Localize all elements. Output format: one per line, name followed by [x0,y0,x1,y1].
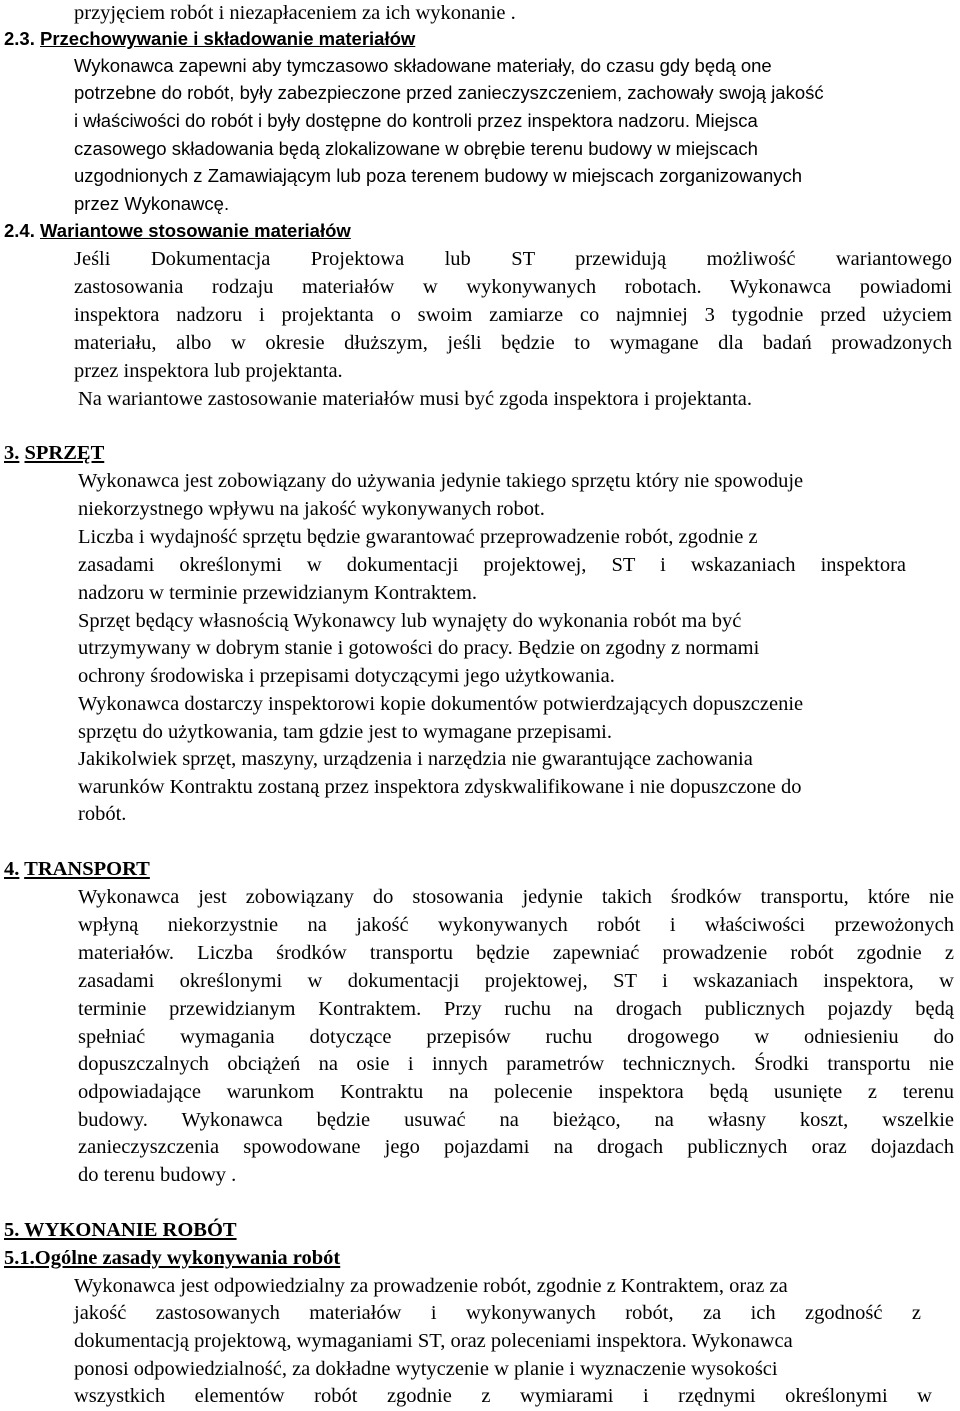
paragraph-line: inspektora nadzoru i projektanta o swoim zamiarze co najmniej 3 tygodnie przed użyciem [74,304,952,326]
paragraph-line: Wykonawca jest zobowiązany do używania jedynie takiego sprzętu który nie spowoduje [78,470,804,492]
subsection-5-1-heading [4,1245,340,1271]
section-4-heading [4,856,150,882]
paragraph-line: do terenu budowy . [78,1164,237,1186]
paragraph-line: budowy. Wykonawca będzie usuwać na bieżąco, na własny koszt, wszelkie [78,1109,954,1131]
section-5-heading: 5. WYKONANIE ROBÓT [4,1219,237,1241]
section-2-3-heading [4,26,415,52]
paragraph-line: Na wariantowe zastosowanie materiałów musi być zgoda inspektora i projektanta. [78,388,752,410]
paragraph-line: czasowego składowania będą zlokalizowane w obrębie terenu budowy w miejscach [74,138,758,159]
section-number: 2.4. [4,220,35,241]
paragraph-line: przez inspektora lub projektanta. [74,360,343,382]
paragraph-line: Sprzęt będący własnością Wykonawcy lub wynajęty do wykonania robót ma być [78,610,742,632]
section-number: 5.1. [4,1247,35,1269]
paragraph-line: dopuszczalnych obciążeń na osie i innych parametrów technicznych. Środki transportu nie [78,1053,954,1075]
section-title: Wariantowe stosowanie materiałów [40,220,351,241]
paragraph-line: zasadami określonymi w dokumentacji projektowej, ST i wskazaniach inspektora, w [78,970,954,992]
paragraph-line: Wykonawca jest zobowiązany do stosowania jedynie takich środków transportu, które nie [78,886,954,908]
paragraph-line: zanieczyszczenia spowodowane jego pojazdami na drogach publicznych oraz dojazdach [78,1136,954,1158]
paragraph-line: wpłyną niekorzystnie na jakość wykonywanych robót i właściwości przewożonych [78,914,954,936]
paragraph-line: Wykonawca zapewni aby tymczasowo składowane materiały, do czasu gdy będą one [74,55,772,76]
paragraph-line: zasadami określonymi w dokumentacji projektowej, ST i wskazaniach inspektora [78,554,906,576]
section-title: Ogólne zasady wykonywania robót [34,1247,341,1269]
paragraph-line: jakość zastosowanych materiałów i wykonywanych robót, za ich zgodność z [74,1302,921,1324]
paragraph-line: sprzętu do użytkowania, tam gdzie jest to wymagane przepisami. [78,721,612,743]
paragraph-line: Wykonawca dostarczy inspektorowi kopie dokumentów potwierdzających dopuszczenie [78,693,804,715]
paragraph-line: ponosi odpowiedzialność, za dokładne wytyczenie w planie i wyznaczenie wysokości [74,1358,778,1380]
section-title: Przechowywanie i składowanie materiałów [40,28,416,49]
paragraph-line: materiałów. Liczba środków transportu będzie zapewniać prowadzenie robót zgodnie z [78,942,954,964]
paragraph-line: utrzymywany w dobrym stanie i gotowości do pracy. Będzie on zgodny z normami [78,637,760,659]
paragraph-line: Wykonawca jest odpowiedzialny za prowadzenie robót, zgodnie z Kontraktem, oraz za [74,1275,788,1297]
paragraph-line: wszystkich elementów robót zgodnie z wymiarami i rzędnymi określonymi w [74,1385,932,1407]
paragraph-line: odpowiadające warunkom Kontraktu na polecenie inspektora będą usunięte z terenu [78,1081,954,1103]
paragraph-line: ochrony środowiska i przepisami dotyczącymi jego użytkowania. [78,665,615,687]
paragraph-line: uzgodnionych z Zamawiającym lub poza terenem budowy w miejscach zorganizowanych [74,165,803,186]
paragraph-line: terminie przewidzianym Kontraktem. Przy ruchu na drogach publicznych pojazdy będą [78,998,954,1020]
section-number: 2.3. [4,28,35,49]
paragraph-line: potrzebne do robót, były zabezpieczone przed zanieczyszczeniem, zachowały swoją jakość [74,82,824,103]
section-3-heading [4,440,104,466]
paragraph-line: i właściwości do robót i były dostępne do kontroli przez inspektora nadzoru. Miejsca [74,110,758,131]
paragraph-line: zastosowania rodzaju materiałów w wykonywanych robotach. Wykonawca powiadomi [74,276,952,298]
paragraph-line: robót. [78,803,127,825]
section-title: TRANSPORT [24,858,150,880]
section-2-4-heading [4,218,351,244]
section-number: 4. [4,858,20,880]
paragraph-line: materiału, albo w okresie dłuższym, jeśli będzie to wymagane dla badań prowadzonych [74,332,952,354]
paragraph-line: niekorzystnego wpływu na jakość wykonywanych robot. [78,498,545,520]
paragraph-line: przez Wykonawcę. [74,193,230,214]
paragraph-line: warunków Kontraktu zostaną przez inspektora zdyskwalifikowane i nie dopuszczone do [78,776,802,798]
paragraph-line: Liczba i wydajność sprzętu będzie gwarantować przeprowadzenie robót, zgodnie z [78,526,758,548]
paragraph-line: Jakikolwiek sprzęt, maszyny, urządzenia i narzędzia nie gwarantujące zachowania [78,748,753,770]
paragraph-line: nadzoru w terminie przewidzianym Kontraktem. [78,582,478,604]
paragraph-line: spełniać wymagania dotyczące przepisów ruchu drogowego w odniesieniu do [78,1026,954,1048]
carryover-line: przyjęciem robót i niezapłaceniem za ich wykonanie . [74,2,516,24]
section-number: 3. [4,442,20,464]
paragraph-line: dokumentacją projektową, wymaganiami ST, oraz poleceniami inspektora. Wykonawca [74,1330,793,1352]
section-title: SPRZĘT [24,442,105,464]
paragraph-line: Jeśli Dokumentacja Projektowa lub ST przewidują możliwość wariantowego [74,248,952,270]
